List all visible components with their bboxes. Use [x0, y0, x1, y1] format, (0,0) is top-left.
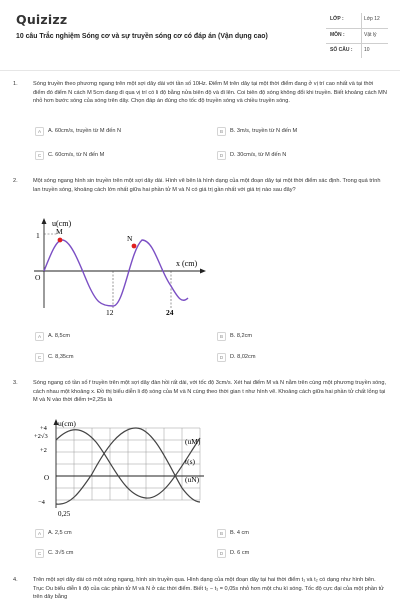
option-letter: D: [217, 353, 226, 362]
option-text: A. 2,5 cm: [48, 530, 72, 536]
answer-option-a[interactable]: [35, 126, 207, 139]
option-text: B. 3m/s, truyền từ N đến M: [230, 128, 298, 134]
question-text: Một sóng ngang hình sin truyền trên một sợi dây dài. Hình vẽ bên là hình dạng của một đoạn dây tại một thời điểm xác định. Trong quá trình lan truyền sóng, khoảng cách lớn nhất giữa hai phần tử M và N có giá trị gần nhất với giá trị nào sau đây?: [33, 178, 381, 193]
option-letter: D: [217, 549, 226, 558]
meta-key: MÔN :: [330, 32, 345, 38]
meta-row-class: [326, 13, 388, 27]
meta-value: Lớp 12: [364, 16, 380, 22]
label-n: N: [127, 234, 133, 243]
answer-option-a[interactable]: [35, 528, 207, 541]
answer-option-c[interactable]: [35, 352, 207, 365]
point-n: [132, 244, 137, 249]
t-axis-label: t(s): [185, 457, 195, 466]
wave-figure-q2: [30, 216, 210, 316]
tick-label-t: 0,25: [58, 510, 71, 518]
grid: [56, 428, 200, 500]
option-text: B. 8,2cm: [230, 333, 253, 339]
option-text: B. 4 cm: [230, 530, 249, 536]
origin-label: O: [44, 474, 50, 482]
answer-option-b[interactable]: [217, 528, 389, 541]
tick-label-2sqrt3: +2√3: [34, 433, 48, 440]
origin-label: O: [35, 273, 41, 282]
answer-option-c[interactable]: [35, 548, 207, 561]
answer-option-b[interactable]: [217, 126, 389, 139]
x-axis-label: x (cm): [176, 259, 198, 268]
option-letter: A: [35, 332, 44, 341]
option-letter: C: [35, 549, 44, 558]
header-divider: [0, 70, 400, 71]
page-title: 10 câu Trắc nghiệm Sóng cơ và sự truyền sóng cơ có đáp án (Vận dụng cao): [16, 33, 268, 40]
option-text: A. 8,5cm: [48, 333, 71, 339]
meta-value: 10: [364, 47, 370, 53]
tick-label-24: 24: [166, 308, 174, 316]
answer-option-d[interactable]: [217, 352, 389, 365]
option-text: A. 60cm/s, truyền từ M đến N: [48, 128, 122, 134]
option-text: D. 8,02cm: [230, 354, 256, 360]
option-letter: C: [35, 151, 44, 160]
meta-value: Vật lý: [364, 32, 377, 38]
question-text: Sóng ngang có tần số f truyền trên một sợi dây đàn hồi rất dài, với tốc độ 3cm/s. Xét hai điểm M và N nằm trên cùng một phương truyền sóng, cách nhau một khoảng x. Đồ thị biểu diễn li độ sóng của M và N cùng theo thời gian t như hình vẽ. Khoảng cách giữa hai phần tử chất lỏng tại M và N vào thời điểm t=2,25s là: [33, 380, 387, 404]
meta-row-subject: [326, 29, 388, 43]
quizizz-logo: Quizizz: [16, 12, 68, 27]
question-text: Trên một sợi dây dài có một sóng ngang, hình sin truyền qua. Hình dạng của một đoạn dây tại hai thời điểm t₁ và t₂ có dạng như hình bên. Trục Ou biểu diễn li độ của các phần tử M và N ở các thời điểm. Biết t₂ − t₁ = 0,05s nhỏ hơn một chu kì sóng. Tốc độ cực đại của một phần tử trên dây bằng: [33, 577, 384, 600]
question-number: 1.: [13, 81, 18, 87]
option-text: D. 6 cm: [230, 550, 250, 556]
option-text: C. 8,35cm: [48, 354, 74, 360]
meta-key: LỚP :: [330, 16, 344, 22]
answer-option-d[interactable]: [217, 150, 389, 163]
tick-label-top: +4: [40, 425, 47, 432]
option-text: C. 60cm/s, từ N đến M: [48, 152, 105, 158]
u-axis-label: u(cm): [52, 219, 72, 228]
x-axis-arrow: [200, 269, 206, 274]
question-text: Sóng truyền theo phương ngang trên một sợi dây dài với tần số 10Hz. Điểm M trên dây tại một thời điểm đang ở vị trí cao nhất và tại thời điểm đó điểm N cách M 5cm đang đi qua vị trí có li độ bằng nửa biên độ và đi lên. Coi biên độ sóng không đổi khi truyền. Biết khoảng cách MN nhỏ hơn bước sóng của sóng trên dây. Chọn đáp án đúng cho tốc độ truyền sóng và chiều truyền sóng.: [33, 81, 387, 105]
u-axis-label: u(cm): [58, 419, 76, 428]
label-um: (uM): [185, 437, 201, 446]
meta-row-count: [326, 44, 388, 58]
option-letter: B: [217, 332, 226, 341]
u-axis-arrow: [42, 218, 47, 224]
label-m: M: [56, 227, 63, 236]
question-number: 2.: [13, 178, 18, 184]
option-letter: B: [217, 529, 226, 538]
tick-label-12: 12: [106, 308, 114, 316]
answer-option-b[interactable]: [217, 331, 389, 344]
page-header: [0, 0, 400, 66]
option-text: C. 3√5 cm: [48, 550, 74, 556]
answer-option-a[interactable]: [35, 331, 207, 344]
option-letter: C: [35, 353, 44, 362]
tick-label-bottom: −4: [38, 499, 45, 506]
tick-label-2: +2: [40, 447, 47, 454]
meta-key: SỐ CÂU :: [330, 47, 353, 53]
option-letter: A: [35, 529, 44, 538]
option-letter: B: [217, 127, 226, 136]
option-letter: A: [35, 127, 44, 136]
point-m: [58, 238, 63, 243]
question-number: 4.: [13, 577, 18, 583]
wave-figure-q3: [20, 418, 220, 520]
answer-option-d[interactable]: [217, 548, 389, 561]
label-un: (uN): [185, 475, 200, 484]
tick-label-y: 1: [36, 231, 40, 240]
option-letter: D: [217, 151, 226, 160]
option-text: D. 30cm/s, từ M đến N: [230, 152, 287, 158]
question-number: 3.: [13, 380, 18, 386]
meta-column-divider: [361, 13, 362, 58]
answer-option-c[interactable]: [35, 150, 207, 163]
wave-curve: [44, 240, 188, 306]
